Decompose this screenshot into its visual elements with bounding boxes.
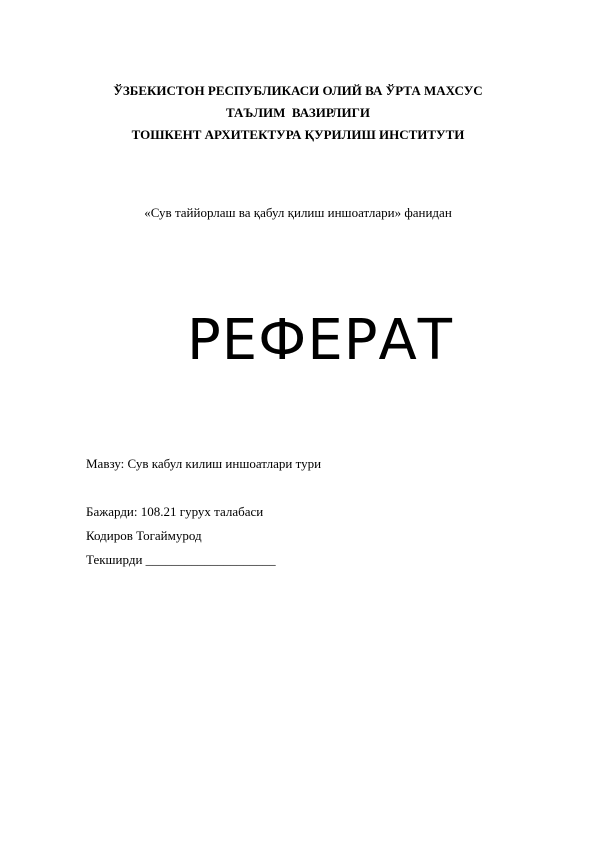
done-by-line: Бажарди: 108.21 гурух талабаси — [86, 504, 264, 519]
topic-line: Мавзу: Сув кабул килиш иншоатлари тури — [86, 456, 322, 471]
ministry-header — [0, 80, 596, 146]
header-line-2: ТАЪЛИМ ВАЗИРЛИГИ — [226, 105, 370, 120]
document-title: РЕФЕРАТ — [186, 308, 454, 373]
header-line-3: ТОШКЕНТ АРХИТЕКТУРА ҚУРИЛИШ ИНСТИТУТИ — [131, 127, 465, 142]
author-block — [86, 503, 276, 575]
header-line-1: ЎЗБЕКИСТОН РЕСПУБЛИКАСИ ОЛИЙ ВА ЎРТА МАХСУС — [113, 83, 483, 98]
course-subject: «Сув таййорлаш ва қабул қилиш иншоатлари» фанидан — [144, 205, 452, 220]
checked-by-line: Текширди ____________________ — [86, 552, 276, 567]
student-name: Кодиров Тогаймурод — [86, 528, 202, 543]
